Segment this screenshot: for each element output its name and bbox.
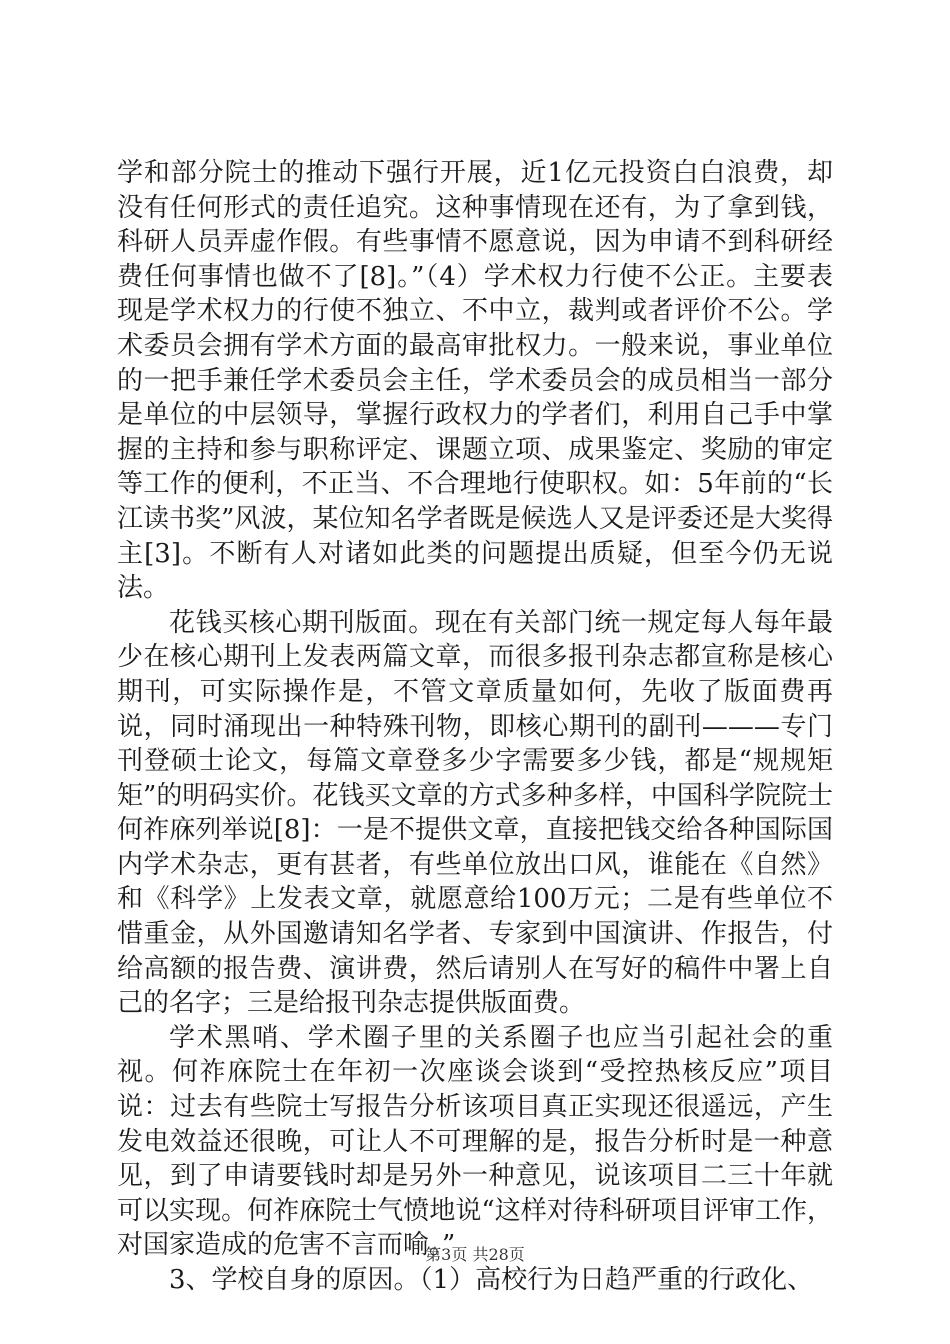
paragraph-2: 花钱买核心期刊版面。现在有关部门统一规定每人每年最少在核心期刊上发表两篇文章，而很多报刊杂志都宣称是核心期刊，可实际操作是，不管文章质量如何，先收了版面费再说，同时涌现出一种特殊刊物，即核心期刊的副刊———专门刊登硕士论文，每篇文章登多少字需要多少钱，都是“规规矩矩”的明码实价。花钱买文章的方式多种多样，中国科学院院士何祚庥列举说[8]：一是不提供文章，直接把钱交给各种国际国内学术杂志，更有甚者，有些单位放出口风，谁能在《自然》和《科学》上发表文章，就愿意给100万元；二是有些单位不惜重金，从外国邀请知名学者、专家到中国演讲、作报告，付给高额的报告费、演讲费，然后请别人在写好的稿件中署上自己的名字；三是给报刊杂志提供版面费。: [117, 607, 833, 1019]
paragraph-1: 学和部分院士的推动下强行开展，近1亿元投资白白浪费，却没有任何形式的责任追究。这种事情现在还有，为了拿到钱，科研人员弄虚作假。有些事情不愿意说，因为申请不到科研经费任何事情也做不了[8]。”（4）学术权力行使不公正。主要表现是学术权力的行使不独立、不中立，裁判或者评价不公。学术委员会拥有学术方面的最高审批权力。一般来说，事业单位的一把手兼任学术委员会主任，学术委员会的成员相当一部分是单位的中层领导，掌握行政权力的学者们，利用自己手中掌握的主持和参与职称评定、课题立项、成果鉴定、奖励的审定等工作的便利，不正当、不合理地行使职权。如：5年前的“长江读书奖”风波，某位知名学者既是候选人又是评委还是大奖得主[3]。不断有人对诸如此类的问题提出质疑，但至今仍无说法。: [117, 158, 833, 604]
paragraph-3: 学术黑哨、学术圈子里的关系圈子也应当引起社会的重视。何祚庥院士在年初一次座谈会谈到“受控热核反应”项目说：过去有些院士写报告分析该项目真正实现还很遥远，产生发电效益还很晚，可让人不可理解的是，报告分析时是一种意见，到了申请要钱时却是另外一种意见，说该项目二三十年就可以实现。何祚庥院士气愤地说“这样对待科研项目评审工作，对国家造成的危害不言而喻。”: [117, 1022, 833, 1261]
page-number-footer: 第3页 共28页: [425, 1245, 525, 1264]
body-text: [117, 156, 833, 1298]
paragraph-4: 3、学校自身的原因。（1）高校行为日趋严重的行政化、: [169, 1265, 814, 1295]
